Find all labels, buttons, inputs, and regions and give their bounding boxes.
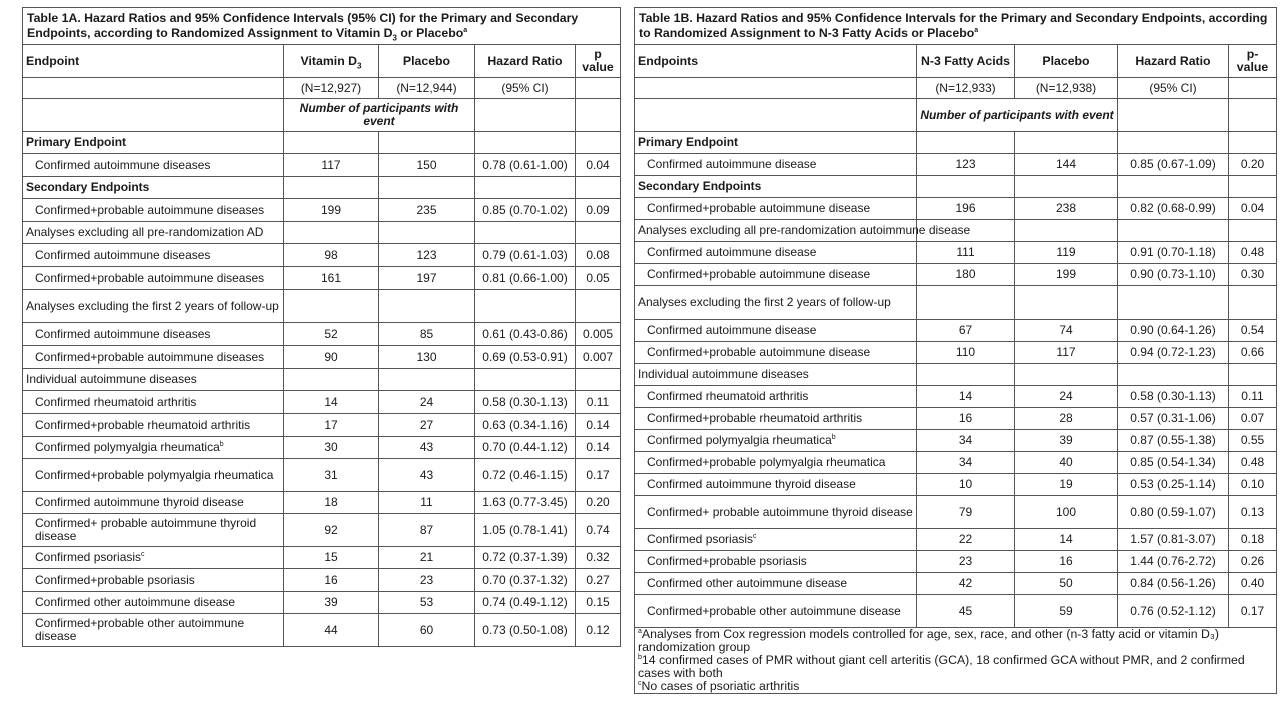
- p-value: 0.40: [1229, 573, 1277, 595]
- p-value: 0.04: [1229, 198, 1277, 220]
- col-header-endpoint: Endpoint: [23, 45, 284, 78]
- endpoint-label: Confirmed autoimmune disease: [635, 242, 917, 264]
- table-row: [23, 592, 621, 614]
- placebo-count: 87: [379, 514, 475, 547]
- endpoint-label: Confirmed+probable other autoimmune disease: [635, 595, 917, 628]
- hazard-ratio: 0.70 (0.44-1.12): [475, 437, 576, 459]
- endpoint-label: Confirmed+ probable autoimmune thyroid disease: [23, 514, 284, 547]
- treatment-count: 117: [284, 154, 379, 177]
- endpoint-label: Confirmed+probable autoimmune disease: [635, 198, 917, 220]
- p-value: 0.11: [1229, 386, 1277, 408]
- hazard-ratio: 0.94 (0.72-1.23): [1118, 342, 1229, 364]
- treatment-count: 52: [284, 323, 379, 346]
- hazard-ratio: 0.63 (0.34-1.16): [475, 414, 576, 437]
- placebo-count: 23: [379, 569, 475, 592]
- hazard-ratio: 0.79 (0.61-1.03): [475, 244, 576, 267]
- subsection-heading: Analyses excluding the first 2 years of follow-up: [23, 290, 284, 323]
- treatment-count: 90: [284, 346, 379, 369]
- table-row: [23, 569, 621, 592]
- footnote-b: $^b$14 confirmed cases of PMR without giant cell arteritis (GCA), 18 confirmed GCA without PMR, and 2 confirmed cases with both: [638, 653, 1245, 680]
- endpoint-label: Confirmed autoimmune disease: [635, 320, 917, 342]
- p-value: 0.04: [576, 154, 621, 177]
- endpoint-label: Confirmed+probable psoriasis: [635, 551, 917, 573]
- table-row: [635, 242, 1277, 264]
- table-row: [23, 614, 621, 647]
- treatment-count: 67: [917, 320, 1015, 342]
- endpoint-label: Confirmed autoimmune thyroid disease: [635, 474, 917, 496]
- col-header-placebo: Placebo: [379, 45, 475, 78]
- section-row: [635, 132, 1277, 154]
- table-row: [23, 267, 621, 290]
- col-header-p-value: p value: [576, 45, 621, 78]
- table-row: [635, 386, 1277, 408]
- treatment-count: 31: [284, 459, 379, 492]
- hazard-ratio: 1.57 (0.81-3.07): [1118, 529, 1229, 551]
- endpoint-label: Confirmed rheumatoid arthritis: [23, 391, 284, 414]
- p-value: 0.08: [576, 244, 621, 267]
- hazard-ratio: 0.90 (0.64-1.26): [1118, 320, 1229, 342]
- table-row: [23, 244, 621, 267]
- hazard-ratio: 0.72 (0.46-1.15): [475, 459, 576, 492]
- p-value: 0.55: [1229, 430, 1277, 452]
- p-value: 0.05: [576, 267, 621, 290]
- section-row: [635, 364, 1277, 386]
- treatment-count: 15: [284, 547, 379, 569]
- treatment-count: 199: [284, 199, 379, 222]
- placebo-count: 43: [379, 437, 475, 459]
- hazard-ratio: 1.44 (0.76-2.72): [1118, 551, 1229, 573]
- endpoint-label: Confirmed autoimmune thyroid disease: [23, 492, 284, 514]
- table-1b-title: Table 1B. Hazard Ratios and 95% Confidence Intervals for the Primary and Secondary Endpoints, according to Randomized Assignment to N-3 Fatty Acids or Placebo$^a$: [635, 8, 1277, 45]
- table-row: [23, 346, 621, 369]
- subsection-heading: Individual autoimmune diseases: [23, 369, 284, 391]
- events-label: Number of participants with event: [917, 99, 1118, 132]
- treatment-count: 16: [917, 408, 1015, 430]
- p-value: 0.007: [576, 346, 621, 369]
- subsection-heading: Analyses excluding all pre-randomization AD: [23, 222, 284, 244]
- treatment-count: 22: [917, 529, 1015, 551]
- table-1a-n-row: [23, 78, 621, 99]
- table-1b-header-row: [635, 45, 1277, 78]
- hazard-ratio: 0.70 (0.37-1.32): [475, 569, 576, 592]
- section-row: [23, 290, 621, 323]
- col-header-placebo: Placebo: [1015, 45, 1118, 78]
- p-value: 0.48: [1229, 452, 1277, 474]
- endpoint-label: Confirmed+probable rheumatoid arthritis: [635, 408, 917, 430]
- table-row: [635, 551, 1277, 573]
- treatment-count: 10: [917, 474, 1015, 496]
- treatment-count: 44: [284, 614, 379, 647]
- table-row: [635, 496, 1277, 529]
- table-row: [635, 430, 1277, 452]
- table-row: [635, 342, 1277, 364]
- table-row: [635, 529, 1277, 551]
- section-heading: Primary Endpoint: [635, 132, 917, 154]
- hazard-ratio: 0.90 (0.73-1.10): [1118, 264, 1229, 286]
- footnote-c: $^c$No cases of psoriatic arthritis: [638, 679, 800, 693]
- events-label: Number of participants with event: [284, 99, 475, 132]
- treatment-count: 110: [917, 342, 1015, 364]
- table-row: [635, 595, 1277, 628]
- p-value: 0.10: [1229, 474, 1277, 496]
- p-value: 0.20: [576, 492, 621, 514]
- table-1b: [634, 7, 1277, 694]
- placebo-count: 43: [379, 459, 475, 492]
- placebo-count: 39: [1015, 430, 1118, 452]
- placebo-count: 144: [1015, 154, 1118, 176]
- placebo-count: 28: [1015, 408, 1118, 430]
- p-value: 0.14: [576, 437, 621, 459]
- placebo-count: 123: [379, 244, 475, 267]
- treatment-count: 123: [917, 154, 1015, 176]
- ci-label: (95% CI): [475, 78, 576, 99]
- table-row: [23, 459, 621, 492]
- endpoint-label: Confirmed autoimmune diseases: [23, 323, 284, 346]
- endpoint-label: Confirmed+probable polymyalgia rheumatica: [635, 452, 917, 474]
- endpoint-label: Confirmed autoimmune diseases: [23, 244, 284, 267]
- placebo-count: 197: [379, 267, 475, 290]
- section-heading: Secondary Endpoints: [635, 176, 917, 198]
- endpoint-label: Confirmed+probable psoriasis: [23, 569, 284, 592]
- p-value: 0.17: [1229, 595, 1277, 628]
- n-placebo: (N=12,944): [379, 78, 475, 99]
- table-row: [635, 573, 1277, 595]
- placebo-count: 235: [379, 199, 475, 222]
- table-row: [635, 198, 1277, 220]
- placebo-count: 130: [379, 346, 475, 369]
- hazard-ratio: 0.76 (0.52-1.12): [1118, 595, 1229, 628]
- p-value: 0.27: [576, 569, 621, 592]
- p-value: 0.09: [576, 199, 621, 222]
- placebo-count: 100: [1015, 496, 1118, 529]
- treatment-count: 14: [284, 391, 379, 414]
- endpoint-label: Confirmed polymyalgia rheumatica$^b$: [635, 430, 917, 452]
- hazard-ratio: 0.57 (0.31-1.06): [1118, 408, 1229, 430]
- placebo-count: 60: [379, 614, 475, 647]
- table-1a: [22, 7, 621, 647]
- placebo-count: 24: [379, 391, 475, 414]
- footnote-a: $^a$Analyses from Cox regression models controlled for age, sex, race, and other (n-3 fatty acid or vitamin D₃) randomization group: [638, 627, 1219, 654]
- treatment-count: 34: [917, 430, 1015, 452]
- endpoint-label: Confirmed+probable autoimmune diseases: [23, 199, 284, 222]
- hazard-ratio: 0.61 (0.43-0.86): [475, 323, 576, 346]
- section-heading: Primary Endpoint: [23, 132, 284, 154]
- p-value: 0.26: [1229, 551, 1277, 573]
- table-1b-events-row: [635, 99, 1277, 132]
- table-row: [635, 452, 1277, 474]
- table-row: [23, 323, 621, 346]
- placebo-count: 59: [1015, 595, 1118, 628]
- endpoint-label: Confirmed autoimmune disease: [635, 154, 917, 176]
- endpoint-label: Confirmed+probable other autoimmune disease: [23, 614, 284, 647]
- section-row: [635, 176, 1277, 198]
- col-header-treatment: N-3 Fatty Acids: [917, 45, 1015, 78]
- placebo-count: 199: [1015, 264, 1118, 286]
- placebo-count: 19: [1015, 474, 1118, 496]
- treatment-count: 23: [917, 551, 1015, 573]
- endpoint-label: Confirmed other autoimmune disease: [635, 573, 917, 595]
- hazard-ratio: 0.87 (0.55-1.38): [1118, 430, 1229, 452]
- table-1a-header-row: [23, 45, 621, 78]
- placebo-count: 117: [1015, 342, 1118, 364]
- p-value: 0.14: [576, 414, 621, 437]
- placebo-count: 27: [379, 414, 475, 437]
- hazard-ratio: 1.05 (0.78-1.41): [475, 514, 576, 547]
- hazard-ratio: 0.78 (0.61-1.00): [475, 154, 576, 177]
- endpoint-label: Confirmed+probable autoimmune diseases: [23, 267, 284, 290]
- table-row: [635, 264, 1277, 286]
- placebo-count: 74: [1015, 320, 1118, 342]
- treatment-count: 111: [917, 242, 1015, 264]
- placebo-count: 14: [1015, 529, 1118, 551]
- endpoint-label: Confirmed autoimmune diseases: [23, 154, 284, 177]
- hazard-ratio: 0.85 (0.70-1.02): [475, 199, 576, 222]
- table-row: [635, 320, 1277, 342]
- p-value: 0.74: [576, 514, 621, 547]
- endpoint-label: Confirmed polymyalgia rheumatica$^b$: [23, 437, 284, 459]
- col-header-hazard-ratio: Hazard Ratio: [475, 45, 576, 78]
- hazard-ratio: 0.74 (0.49-1.12): [475, 592, 576, 614]
- p-value: 0.07: [1229, 408, 1277, 430]
- treatment-count: 98: [284, 244, 379, 267]
- ci-label: (95% CI): [1118, 78, 1229, 99]
- hazard-ratio: 0.91 (0.70-1.18): [1118, 242, 1229, 264]
- placebo-count: 85: [379, 323, 475, 346]
- hazard-ratio: 0.58 (0.30-1.13): [475, 391, 576, 414]
- col-header-treatment: Vitamin $D_3$: [284, 45, 379, 78]
- table-row: [635, 154, 1277, 176]
- endpoint-label: Confirmed psoriasis$^c$: [635, 529, 917, 551]
- placebo-count: 21: [379, 547, 475, 569]
- hazard-ratio: 1.63 (0.77-3.45): [475, 492, 576, 514]
- hazard-ratio: 0.84 (0.56-1.26): [1118, 573, 1229, 595]
- treatment-count: 16: [284, 569, 379, 592]
- p-value: 0.66: [1229, 342, 1277, 364]
- n-treatment: (N=12,927): [284, 78, 379, 99]
- placebo-count: 11: [379, 492, 475, 514]
- p-value: 0.12: [576, 614, 621, 647]
- p-value: 0.48: [1229, 242, 1277, 264]
- table-row: [23, 547, 621, 569]
- p-value: 0.15: [576, 592, 621, 614]
- treatment-count: 18: [284, 492, 379, 514]
- col-header-endpoint: Endpoints: [635, 45, 917, 78]
- endpoint-label: Confirmed other autoimmune disease: [23, 592, 284, 614]
- subsection-heading: Analyses excluding the first 2 years of follow-up: [635, 286, 917, 320]
- table-row: [23, 492, 621, 514]
- table-1a-events-row: [23, 99, 621, 132]
- hazard-ratio: 0.73 (0.50-1.08): [475, 614, 576, 647]
- table-row: [635, 474, 1277, 496]
- hazard-ratio: 0.72 (0.37-1.39): [475, 547, 576, 569]
- placebo-count: 16: [1015, 551, 1118, 573]
- section-row: [635, 286, 1277, 320]
- placebo-count: 40: [1015, 452, 1118, 474]
- table-row: [23, 199, 621, 222]
- endpoint-label: Confirmed+ probable autoimmune thyroid disease: [635, 496, 917, 529]
- subsection-heading: Analyses excluding all pre-randomization autoimmune disease: [635, 220, 917, 242]
- placebo-count: 24: [1015, 386, 1118, 408]
- p-value: 0.13: [1229, 496, 1277, 529]
- section-row: [635, 220, 1277, 242]
- p-value: 0.20: [1229, 154, 1277, 176]
- table-1b-n-row: [635, 78, 1277, 99]
- hazard-ratio: 0.53 (0.25-1.14): [1118, 474, 1229, 496]
- endpoint-label: Confirmed+probable polymyalgia rheumatica: [23, 459, 284, 492]
- table-row: [23, 414, 621, 437]
- col-header-p-value: p-value: [1229, 45, 1277, 78]
- hazard-ratio: 0.69 (0.53-0.91): [475, 346, 576, 369]
- placebo-count: 119: [1015, 242, 1118, 264]
- p-value: 0.32: [576, 547, 621, 569]
- hazard-ratio: 0.58 (0.30-1.13): [1118, 386, 1229, 408]
- endpoint-label: Confirmed+probable autoimmune disease: [635, 264, 917, 286]
- treatment-count: 30: [284, 437, 379, 459]
- col-header-hazard-ratio: Hazard Ratio: [1118, 45, 1229, 78]
- placebo-count: 53: [379, 592, 475, 614]
- hazard-ratio: 0.85 (0.54-1.34): [1118, 452, 1229, 474]
- treatment-count: 42: [917, 573, 1015, 595]
- endpoint-label: Confirmed+probable rheumatoid arthritis: [23, 414, 284, 437]
- section-row: [23, 177, 621, 199]
- table-1a-title: Table 1A. Hazard Ratios and 95% Confidence Intervals (95% CI) for the Primary and Secondary Endpoints, according to Randomized Assignment to Vitamin $D_3$ or Placebo$^a$: [23, 8, 621, 45]
- p-value: 0.17: [576, 459, 621, 492]
- placebo-count: 238: [1015, 198, 1118, 220]
- table-row: [23, 154, 621, 177]
- treatment-count: 92: [284, 514, 379, 547]
- table-row: [23, 437, 621, 459]
- treatment-count: 180: [917, 264, 1015, 286]
- p-value: 0.30: [1229, 264, 1277, 286]
- p-value: 0.54: [1229, 320, 1277, 342]
- treatment-count: 161: [284, 267, 379, 290]
- table-row: [23, 391, 621, 414]
- section-row: [23, 222, 621, 244]
- table-row: [635, 408, 1277, 430]
- placebo-count: 150: [379, 154, 475, 177]
- p-value: 0.18: [1229, 529, 1277, 551]
- placebo-count: 50: [1015, 573, 1118, 595]
- n-treatment: (N=12,933): [917, 78, 1015, 99]
- p-value: 0.005: [576, 323, 621, 346]
- treatment-count: 79: [917, 496, 1015, 529]
- treatment-count: 39: [284, 592, 379, 614]
- hazard-ratio: 0.80 (0.59-1.07): [1118, 496, 1229, 529]
- treatment-count: 196: [917, 198, 1015, 220]
- section-heading: Secondary Endpoints: [23, 177, 284, 199]
- table-row: [23, 514, 621, 547]
- n-placebo: (N=12,938): [1015, 78, 1118, 99]
- hazard-ratio: 0.85 (0.67-1.09): [1118, 154, 1229, 176]
- section-row: [23, 369, 621, 391]
- endpoint-label: Confirmed+probable autoimmune diseases: [23, 346, 284, 369]
- treatment-count: 14: [917, 386, 1015, 408]
- section-row: [23, 132, 621, 154]
- endpoint-label: Confirmed+probable autoimmune disease: [635, 342, 917, 364]
- p-value: 0.11: [576, 391, 621, 414]
- hazard-ratio: 0.82 (0.68-0.99): [1118, 198, 1229, 220]
- subsection-heading: Individual autoimmune diseases: [635, 364, 917, 386]
- treatment-count: 45: [917, 595, 1015, 628]
- treatment-count: 17: [284, 414, 379, 437]
- hazard-ratio: 0.81 (0.66-1.00): [475, 267, 576, 290]
- treatment-count: 34: [917, 452, 1015, 474]
- endpoint-label: Confirmed psoriasis$^c$: [23, 547, 284, 569]
- footnotes: [635, 628, 1277, 694]
- endpoint-label: Confirmed rheumatoid arthritis: [635, 386, 917, 408]
